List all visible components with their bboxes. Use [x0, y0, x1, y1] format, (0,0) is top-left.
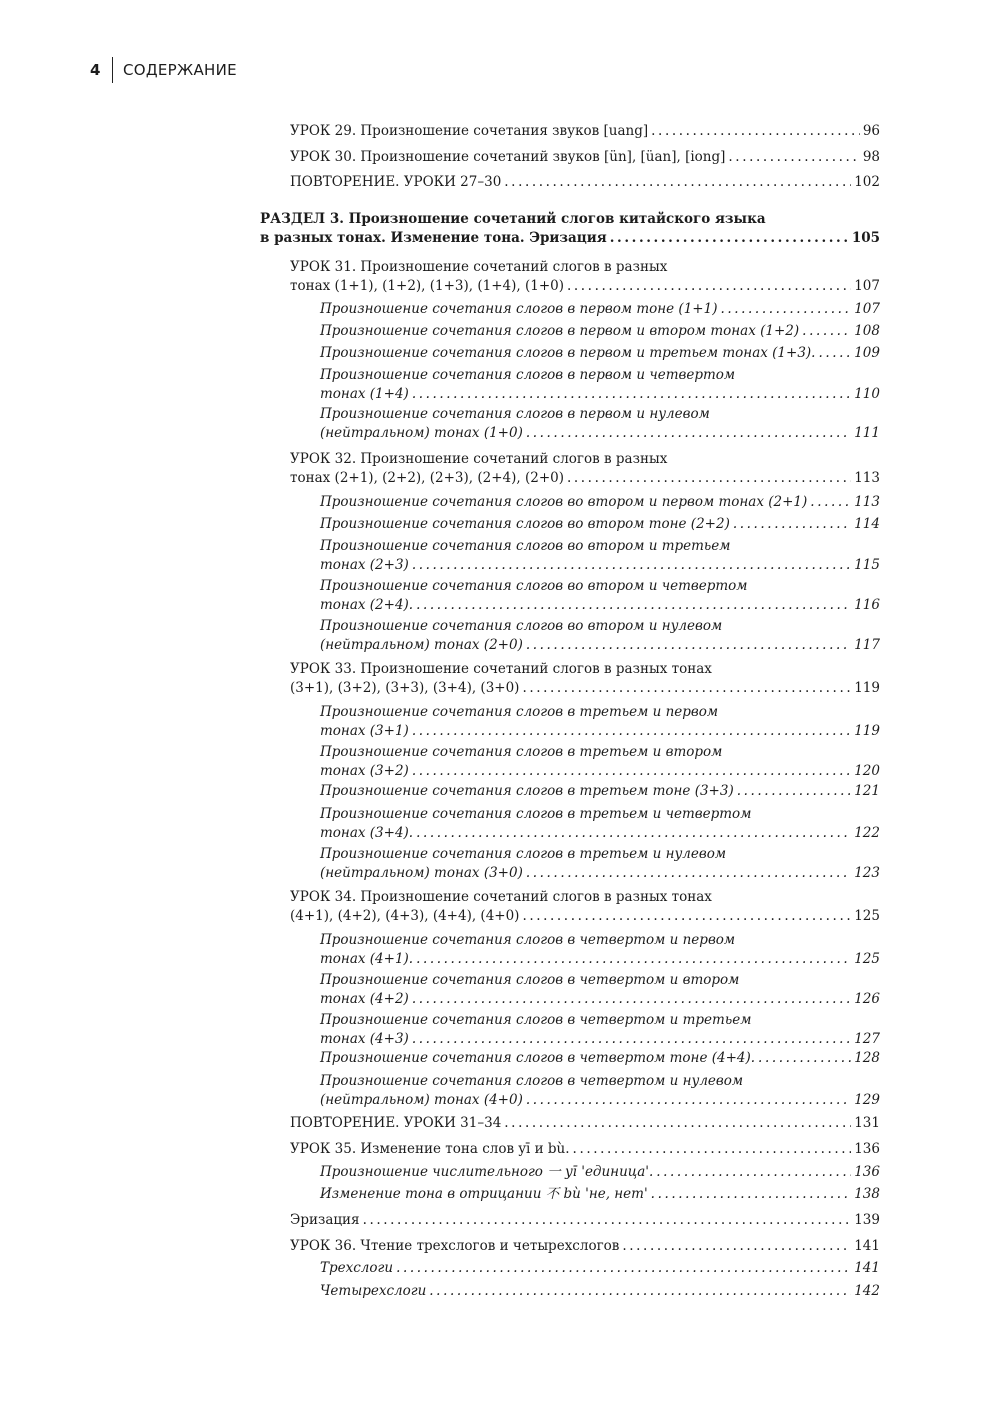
toc-sub-entry[interactable]	[320, 782, 880, 801]
leader-dots	[363, 1211, 852, 1230]
toc-page-number: 110	[854, 386, 880, 402]
toc-page-number: 125	[854, 951, 880, 967]
toc-entry-title-line: Произношение сочетания слогов в первом и нулевом	[320, 406, 710, 422]
toc-entry-title: Произношение сочетания слогов во втором и первом тонах (2+1)	[320, 494, 808, 510]
toc-entry-title: ПОВТОРЕНИЕ. УРОКИ 31–34	[290, 1115, 502, 1131]
toc-entry-title: тонах (1+1), (1+2), (1+3), (1+4), (1+0)	[290, 278, 564, 294]
toc-entry-title: тонах (4+2)	[320, 991, 409, 1007]
leader-dots	[651, 1185, 852, 1204]
toc-page-number: 114	[854, 516, 880, 532]
toc-sub-entry[interactable]	[320, 1282, 880, 1301]
toc-entry[interactable]	[290, 122, 880, 141]
toc-entry-title: тонах (3+4).	[320, 825, 414, 841]
page-title: СОДЕРЖАНИЕ	[123, 61, 237, 79]
toc-entry-title: Эризация	[290, 1212, 360, 1228]
toc-entry-title: Произношение сочетания слогов в третьем тоне (3+3)	[320, 783, 734, 799]
leader-dots	[526, 424, 851, 443]
leader-dots	[429, 1282, 851, 1301]
toc-entry-title: тонах (3+2)	[320, 763, 409, 779]
toc-page-number: 122	[854, 825, 880, 841]
toc-page-number: 109	[854, 345, 880, 361]
leader-dots	[522, 679, 851, 698]
toc-page-number: 111	[854, 425, 880, 441]
toc-entry-title: (нейтральном) тонах (4+0)	[320, 1092, 523, 1108]
toc-page-number: 139	[854, 1212, 880, 1228]
toc-entry-title: Произношение сочетания слогов во втором тоне (2+2)	[320, 516, 730, 532]
toc-page-number: 126	[854, 991, 880, 1007]
leader-dots	[802, 322, 851, 341]
toc-sub-entry[interactable]	[320, 1072, 880, 1110]
toc-page-number: 102	[854, 174, 880, 190]
toc-entry-title: тонах (2+1), (2+2), (2+3), (2+4), (2+0)	[290, 470, 564, 486]
toc-sub-entry[interactable]	[320, 537, 880, 575]
toc-entry-title: Произношение сочетания слогов в первом тоне (1+1)	[320, 301, 718, 317]
toc-page-number: 141	[854, 1260, 880, 1276]
toc-entry-title: УРОК 35. Изменение тона слов yī и bù.	[290, 1141, 570, 1157]
toc-entry-title-line: УРОК 32. Произношение сочетаний слогов в разных	[290, 451, 668, 467]
leader-dots	[412, 556, 851, 575]
toc-entry-title-line: Произношение сочетания слогов во втором и нулевом	[320, 618, 723, 634]
toc-entry[interactable]	[290, 258, 880, 296]
leader-dots	[526, 636, 851, 655]
leader-dots	[396, 1259, 851, 1278]
toc-entry-title: тонах (2+3)	[320, 557, 409, 573]
toc-entry-title-line: Произношение сочетания слогов в первом и четвертом	[320, 367, 736, 383]
toc-entry-title: (нейтральном) тонах (3+0)	[320, 865, 523, 881]
toc-entry-title: тонах (4+1).	[320, 951, 414, 967]
toc-entry[interactable]	[290, 148, 880, 167]
toc-entry-title-line: РАЗДЕЛ 3. Произношение сочетаний слогов китайского языка	[260, 211, 766, 227]
toc-page-number: 96	[862, 123, 880, 139]
toc-entry-title-line: Произношение сочетания слогов в третьем и первом	[320, 704, 719, 720]
toc-page-number: 129	[854, 1092, 880, 1108]
toc-sub-entry[interactable]	[320, 743, 880, 781]
leader-dots	[412, 1030, 851, 1049]
header-divider	[112, 57, 113, 83]
toc-page-number: 117	[854, 637, 880, 653]
toc-entry-title: тонах (3+1)	[320, 723, 409, 739]
leader-dots	[416, 824, 851, 843]
toc-page-number: 131	[854, 1115, 880, 1131]
toc-page-number: 107	[854, 301, 880, 317]
leader-dots	[737, 782, 851, 801]
toc-sub-entry[interactable]	[320, 515, 880, 534]
toc-entry-title: Произношение сочетания слогов в четвертом тоне (4+4).	[320, 1050, 756, 1066]
leader-dots	[412, 722, 851, 741]
toc-entry-title: УРОК 30. Произношение сочетаний звуков [ün], [üan], [iong]	[290, 149, 726, 165]
toc-sub-entry[interactable]	[320, 493, 880, 512]
toc-entry-title: ПОВТОРЕНИЕ. УРОКИ 27–30	[290, 174, 502, 190]
toc-page-number: 123	[854, 865, 880, 881]
toc-sub-entry[interactable]	[320, 300, 880, 319]
toc-page-number: 136	[854, 1141, 880, 1157]
toc-entry-title: (нейтральном) тонах (1+0)	[320, 425, 523, 441]
toc-sub-entry[interactable]	[320, 366, 880, 404]
toc-entry-title: тонах (4+3)	[320, 1031, 409, 1047]
leader-dots	[733, 515, 851, 534]
toc-page-number: 142	[854, 1283, 880, 1299]
leader-dots	[758, 1049, 851, 1068]
leader-dots	[412, 990, 851, 1009]
toc-entry[interactable]	[290, 660, 880, 698]
toc-entry-title: Произношение сочетания слогов в первом и третьем тонах (1+3).	[320, 345, 816, 361]
leader-dots	[504, 173, 851, 192]
toc-entry-title-line: Произношение сочетания слогов в четвертом и первом	[320, 932, 736, 948]
leader-dots	[412, 762, 851, 781]
toc-page-number: 127	[854, 1031, 880, 1047]
leader-dots	[810, 493, 851, 512]
leader-dots	[651, 122, 860, 141]
toc-entry-title-line: Произношение сочетания слогов во втором и третьем	[320, 538, 731, 554]
toc-entry[interactable]	[290, 1211, 880, 1230]
toc-entry-title-line: Произношение сочетания слогов в третьем и нулевом	[320, 846, 727, 862]
leader-dots	[818, 344, 851, 363]
toc-entry-title: (4+1), (4+2), (4+3), (4+4), (4+0)	[290, 908, 520, 924]
toc-sub-entry[interactable]	[320, 577, 880, 615]
leader-dots	[656, 1163, 851, 1182]
toc-sub-entry[interactable]	[320, 971, 880, 1009]
toc-entry[interactable]	[290, 450, 880, 488]
toc-entry-title-line: УРОК 34. Произношение сочетаний слогов в разных тонах	[290, 889, 712, 905]
leader-dots	[567, 277, 851, 296]
toc-page-number: 128	[854, 1050, 880, 1066]
leader-dots	[567, 469, 851, 488]
toc-page-number: 116	[854, 597, 880, 613]
toc-sub-entry[interactable]	[320, 703, 880, 741]
toc-page-number: 115	[854, 557, 880, 573]
toc-entry[interactable]	[290, 888, 880, 926]
leader-dots	[522, 907, 851, 926]
toc-page-number: 125	[854, 908, 880, 924]
toc-entry-title: Произношение числительного 一 yī 'единица'.	[320, 1164, 654, 1180]
leader-dots	[728, 148, 859, 167]
toc-entry[interactable]	[290, 1140, 880, 1159]
toc-page-number: 120	[854, 763, 880, 779]
leader-dots	[622, 1237, 851, 1256]
toc-entry-title-line: Произношение сочетания слогов в третьем и четвертом	[320, 806, 752, 822]
toc-entry[interactable]	[290, 1114, 880, 1133]
toc-page-number: 107	[854, 278, 880, 294]
toc-entry[interactable]	[290, 1237, 880, 1256]
leader-dots	[526, 864, 851, 883]
leader-dots	[416, 950, 851, 969]
toc-entry-title: (нейтральном) тонах (2+0)	[320, 637, 523, 653]
toc-entry-title-line: Произношение сочетания слогов в третьем и втором	[320, 744, 723, 760]
toc-sub-entry[interactable]	[320, 931, 880, 969]
toc-page-number: 98	[862, 149, 880, 165]
toc-entry-title: Изменение тона в отрицании 不 bù 'не, нет'	[320, 1186, 648, 1202]
leader-dots	[610, 229, 849, 248]
page-header	[90, 56, 237, 84]
toc-sub-entry[interactable]	[320, 1259, 880, 1278]
toc-page-number: 113	[854, 494, 880, 510]
toc-entry-title: Четырехслоги	[320, 1283, 427, 1299]
toc-entry-title: (3+1), (3+2), (3+3), (3+4), (3+0)	[290, 680, 520, 696]
toc-sub-entry[interactable]	[320, 344, 880, 363]
leader-dots	[720, 300, 851, 319]
toc-entry-title: Произношение сочетания слогов в первом и втором тонах (1+2)	[320, 323, 800, 339]
toc-page-number: 121	[854, 783, 880, 799]
toc-page-number: 141	[854, 1238, 880, 1254]
toc-page-number: 105	[851, 230, 880, 246]
toc-sub-entry[interactable]	[320, 1185, 880, 1204]
toc-entry-title-line: Произношение сочетания слогов в четвертом и третьем	[320, 1012, 752, 1028]
toc-entry-title: тонах (1+4)	[320, 386, 409, 402]
toc-page-number: 119	[854, 723, 880, 739]
toc-entry-title: Трехслоги	[320, 1260, 394, 1276]
toc-sub-entry[interactable]	[320, 1011, 880, 1049]
toc-entry-title: УРОК 36. Чтение трехслогов и четырехслогов	[290, 1238, 620, 1254]
toc-sub-entry[interactable]	[320, 845, 880, 883]
toc-entry[interactable]	[290, 173, 880, 192]
leader-dots	[412, 385, 851, 404]
toc-section-entry[interactable]	[260, 210, 880, 248]
toc-sub-entry[interactable]	[320, 1049, 880, 1068]
toc-sub-entry[interactable]	[320, 405, 880, 443]
toc-page-number: 138	[854, 1186, 880, 1202]
toc-entry-title-line: Произношение сочетания слогов во втором и четвертом	[320, 578, 748, 594]
toc-sub-entry[interactable]	[320, 322, 880, 341]
toc-page-number: 108	[854, 323, 880, 339]
toc-page-number: 113	[854, 470, 880, 486]
toc-entry-title: в разных тонах. Изменение тона. Эризация	[260, 230, 607, 246]
toc-entry-title-line: УРОК 33. Произношение сочетаний слогов в разных тонах	[290, 661, 712, 677]
toc-entry-title-line: Произношение сочетания слогов в четвертом и нулевом	[320, 1073, 744, 1089]
toc-page-number: 136	[854, 1164, 880, 1180]
page-number: 4	[90, 61, 101, 79]
leader-dots	[573, 1140, 852, 1159]
leader-dots	[504, 1114, 851, 1133]
toc-sub-entry[interactable]	[320, 805, 880, 843]
toc-entry-title: тонах (2+4).	[320, 597, 414, 613]
toc-sub-entry[interactable]	[320, 617, 880, 655]
toc-entry-title-line: Произношение сочетания слогов в четвертом и втором	[320, 972, 740, 988]
leader-dots	[526, 1091, 851, 1110]
leader-dots	[416, 596, 851, 615]
toc-entry-title-line: УРОК 31. Произношение сочетаний слогов в разных	[290, 259, 668, 275]
toc-page-number: 119	[854, 680, 880, 696]
toc-sub-entry[interactable]	[320, 1163, 880, 1182]
toc-entry-title: УРОК 29. Произношение сочетания звуков [uang]	[290, 123, 649, 139]
